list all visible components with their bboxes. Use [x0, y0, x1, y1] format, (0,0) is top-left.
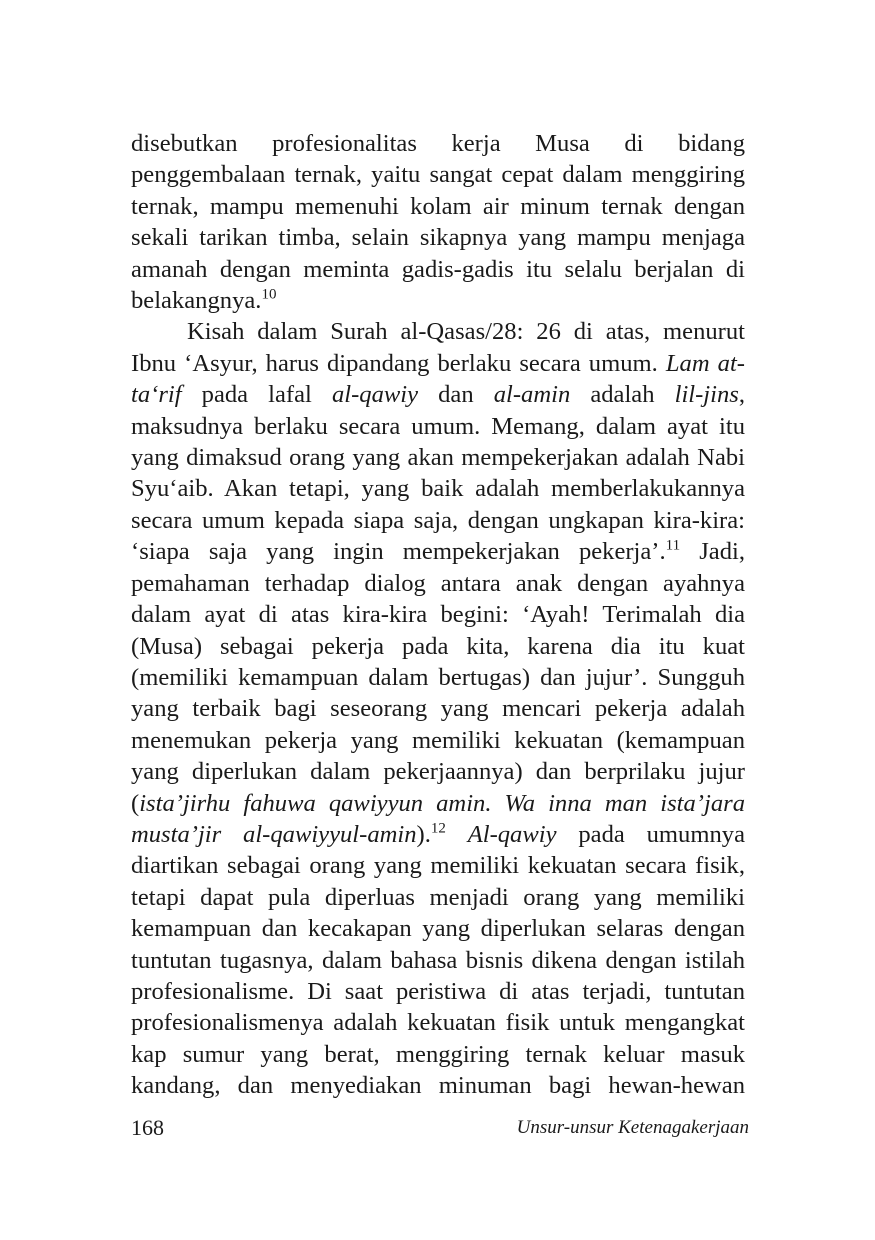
text-run: Jadi, pemahaman terhadap dialog antara anak dengan ayahnya dalam ayat di atas kira-kira begini: ‘Ayah! Terimalah dia (Musa) sebagai pekerja pada kita, karena dia itu kuat (memiliki kemampuan dalam bertugas) dan jujur’. Sungguh yang terbaik bagi seseorang yang mencari pekerja adalah menemukan pekerja yang memiliki kekuatan (kemampuan yang diperlukan dalam pekerjaannya) dan berprilaku jujur (: [131, 538, 745, 817]
footnote-marker: 11: [665, 537, 681, 554]
body-text: [131, 128, 745, 1102]
footnote-marker: 12: [430, 820, 446, 837]
text-run: adalah: [570, 381, 675, 409]
footnote-marker: 10: [261, 286, 277, 303]
text-run: pada lafal: [181, 381, 332, 409]
italic-term: lil-jins: [674, 381, 739, 409]
italic-term: Al-qawiy: [467, 820, 557, 848]
page-number: 168: [131, 1115, 164, 1140]
page-footer: [131, 1115, 749, 1145]
italic-term: al-qawiy: [331, 381, 419, 409]
text-run: , maksudnya berlaku secara umum. Memang, dalam ayat itu yang dimaksud orang yang akan mempekerjakan adalah Nabi Syu‘aib. Akan tetapi, yang baik adalah memberlakukannya secara umum kepada siapa saja, dengan ungkapan kira-kira: ‘siapa saja yang ingin mempekerjakan pekerja’.: [131, 381, 745, 566]
text-run: dan: [418, 381, 494, 409]
italic-term: Lam at-ta‘rif: [131, 349, 745, 409]
paragraph-kisah: [131, 316, 745, 1101]
italic-term: al-amin: [493, 381, 571, 409]
paragraph-continued: [131, 128, 745, 316]
text-run: Kisah dalam Surah al-Qasas/28: 26 di atas, menurut Ibnu ‘Asyur, harus dipandang berlaku secara umum.: [131, 318, 745, 377]
running-title: Unsur-unsur Ketenagakerjaan: [516, 1117, 749, 1138]
paragraph-text: disebutkan profesionalitas kerja Musa di bidang penggembalaan ternak, yaitu sangat cepat dalam menggiring ternak, mampu memenuhi kolam air minum ternak dengan sekali tarikan timba, selain sikapnya yang mampu menjaga amanah dengan meminta gadis-gadis itu selalu berjalan di belakangnya.: [131, 130, 745, 315]
text-run: ).: [416, 820, 431, 848]
text-run: pada umumnya diartikan sebagai orang yang memiliki kekuatan secara fisik, tetapi dapat pula diperluas menjadi orang yang memiliki kemampuan dan kecakapan yang diperlukan selaras dengan tuntutan tugasnya, dalam bahasa bisnis dikena dengan istilah profesionalisme. Di saat peristiwa di atas terjadi, tuntutan profesionalismenya adalah kekuatan fisik untuk mengangkat kap sumur yang berat, menggiring ternak keluar masuk kandang, dan menyediakan minuman bagi hewan-hewan: [131, 820, 745, 1100]
italic-term: ista’jirhu fahuwa qawiyyun amin. Wa inna man ista’jara musta’jir al-qawiyyul-amin: [131, 789, 745, 848]
text-run: [446, 821, 468, 848]
